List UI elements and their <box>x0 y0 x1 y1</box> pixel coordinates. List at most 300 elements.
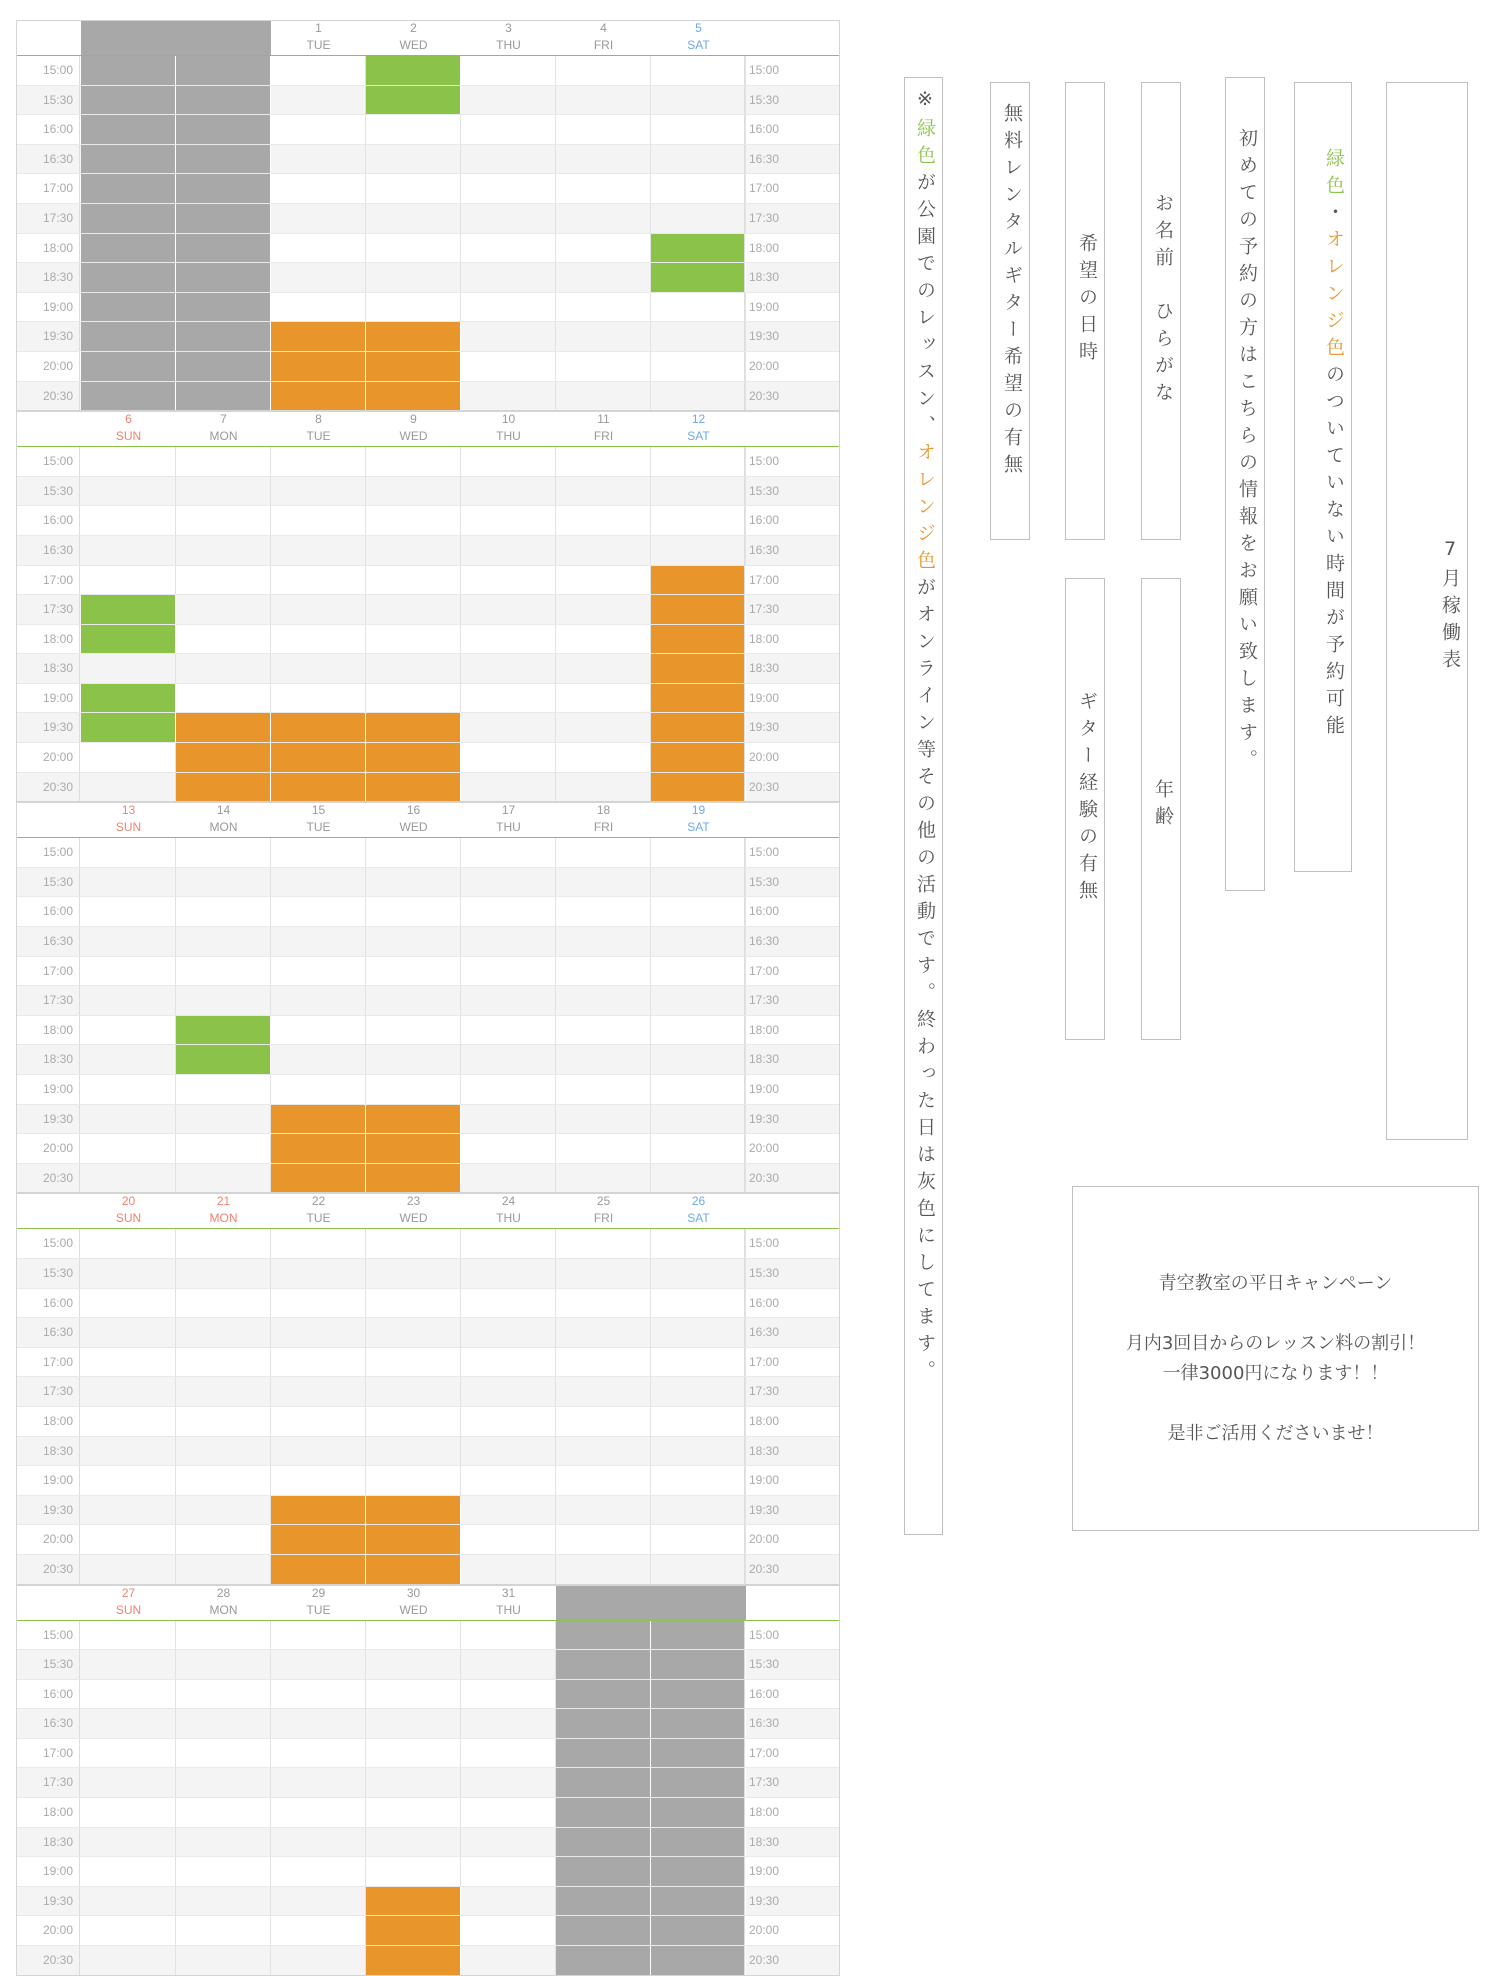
slot-available <box>556 625 651 654</box>
time-label-right: 17:00 <box>744 566 808 595</box>
day-of-week: MON <box>209 820 238 835</box>
slot-past <box>651 1709 746 1738</box>
field-guitar-experience-label: ギター経験の有無 <box>1076 691 1098 907</box>
day-header <box>461 411 556 446</box>
slot-available <box>461 1739 556 1768</box>
slot-available <box>81 1134 176 1163</box>
slot-orange <box>651 625 746 654</box>
slot-available <box>366 1348 461 1377</box>
slot-available <box>176 1496 271 1525</box>
slot-available <box>556 174 651 203</box>
slot-available <box>556 1348 651 1377</box>
day-header <box>81 1585 176 1620</box>
slot-available <box>271 1407 366 1436</box>
slot-available <box>651 1407 746 1436</box>
slot-available <box>366 263 461 292</box>
slot-available <box>461 1259 556 1288</box>
day-number: 8 <box>315 412 322 427</box>
slot-past <box>176 56 271 85</box>
slot-available <box>651 1555 746 1584</box>
time-row <box>16 536 840 566</box>
slot-available <box>651 56 746 85</box>
time-row <box>16 322 840 352</box>
slot-past <box>81 174 176 203</box>
calendar-week <box>16 20 840 411</box>
slot-available <box>651 986 746 1015</box>
slot-available <box>271 1798 366 1827</box>
day-of-week: WED <box>399 820 428 835</box>
slot-available <box>461 1016 556 1045</box>
time-label-right: 18:30 <box>744 1437 808 1466</box>
slot-available <box>271 957 366 986</box>
time-label-right: 18:00 <box>744 625 808 654</box>
time-label-right: 16:30 <box>744 145 808 174</box>
slot-available <box>366 174 461 203</box>
time-row <box>16 986 840 1016</box>
slot-available <box>556 897 651 926</box>
time-label-left: 16:00 <box>16 1680 80 1709</box>
time-row <box>16 1857 840 1887</box>
slot-available <box>556 86 651 115</box>
note-text-1: が公園でのレッスン、 <box>914 172 936 442</box>
time-label-left: 19:30 <box>16 322 80 351</box>
time-label-left: 17:30 <box>16 986 80 1015</box>
time-label-right: 20:30 <box>744 1164 808 1193</box>
slot-available <box>461 1075 556 1104</box>
time-label-left: 20:30 <box>16 1946 80 1975</box>
time-label-right: 20:00 <box>744 743 808 772</box>
day-of-week: SUN <box>115 429 142 444</box>
time-row <box>16 566 840 596</box>
slot-available <box>651 536 746 565</box>
time-label-right: 16:00 <box>744 1289 808 1318</box>
time-row <box>16 1946 840 1976</box>
campaign-box <box>1072 1186 1479 1531</box>
slot-available <box>556 927 651 956</box>
day-of-week: MON <box>209 429 238 444</box>
time-row <box>16 1016 840 1046</box>
slot-available <box>81 1075 176 1104</box>
slot-available <box>271 506 366 535</box>
slot-available <box>556 536 651 565</box>
slot-past <box>81 322 176 351</box>
slot-available <box>271 1437 366 1466</box>
slot-available <box>81 1916 176 1945</box>
slot-available <box>556 1555 651 1584</box>
day-header <box>651 20 746 55</box>
time-label-left: 20:30 <box>16 1555 80 1584</box>
slot-available <box>461 447 556 476</box>
slot-available <box>81 743 176 772</box>
slot-past <box>176 234 271 263</box>
time-row <box>16 145 840 175</box>
day-of-week: FRI <box>593 1211 614 1226</box>
slot-available <box>556 566 651 595</box>
slot-available <box>461 1857 556 1886</box>
slot-available <box>556 293 651 322</box>
slot-available <box>556 986 651 1015</box>
day-header <box>81 802 176 837</box>
slot-past <box>651 1768 746 1797</box>
day-header <box>461 20 556 55</box>
slot-past <box>556 1857 651 1886</box>
time-label-right: 18:30 <box>744 1828 808 1857</box>
slot-available <box>556 352 651 381</box>
time-row <box>16 204 840 234</box>
slot-available <box>556 1045 651 1074</box>
slot-available <box>461 293 556 322</box>
day-of-week: SUN <box>115 1602 142 1617</box>
slot-past <box>81 86 176 115</box>
time-label-right: 17:30 <box>744 986 808 1015</box>
slot-available <box>81 447 176 476</box>
slot-available <box>366 1259 461 1288</box>
day-header <box>176 411 271 446</box>
slot-green <box>81 625 176 654</box>
day-header <box>176 1585 271 1620</box>
slot-available <box>651 1164 746 1193</box>
slot-available <box>366 234 461 263</box>
time-row <box>16 743 840 773</box>
time-label-left: 20:00 <box>16 1525 80 1554</box>
slot-past <box>81 234 176 263</box>
slot-available <box>271 927 366 956</box>
note-green-word: 緑色 <box>914 118 936 172</box>
day-of-week: WED <box>399 38 428 52</box>
slot-available <box>81 1466 176 1495</box>
slot-available <box>556 56 651 85</box>
campaign-price: 一律3000円になります！！ <box>1162 1363 1389 1384</box>
day-header <box>271 802 366 837</box>
time-label-left: 19:30 <box>16 1105 80 1134</box>
slot-available <box>176 957 271 986</box>
time-label-right: 15:00 <box>744 1621 808 1650</box>
slot-available <box>366 1437 461 1466</box>
time-row <box>16 477 840 507</box>
slot-available <box>176 1466 271 1495</box>
time-label-left: 19:30 <box>16 1496 80 1525</box>
slot-available <box>176 1229 271 1258</box>
time-label-right: 19:00 <box>744 1466 808 1495</box>
week-header <box>16 802 840 838</box>
time-label-right: 16:00 <box>744 115 808 144</box>
slot-past <box>556 1887 651 1916</box>
slot-available <box>366 536 461 565</box>
time-row <box>16 1134 840 1164</box>
time-label-right: 20:00 <box>744 1916 808 1945</box>
slot-orange <box>366 713 461 742</box>
day-number: 20 <box>121 1194 136 1209</box>
slot-available <box>271 684 366 713</box>
slot-available <box>556 1377 651 1406</box>
time-label-right: 18:30 <box>744 1045 808 1074</box>
slot-orange <box>366 1555 461 1584</box>
day-header <box>461 802 556 837</box>
slot-orange <box>366 1887 461 1916</box>
slot-green <box>366 86 461 115</box>
slot-available <box>81 1798 176 1827</box>
time-label-left: 16:30 <box>16 536 80 565</box>
time-label-left: 18:30 <box>16 654 80 683</box>
day-number: 23 <box>406 1194 421 1209</box>
slot-available <box>651 293 746 322</box>
slot-past <box>651 1887 746 1916</box>
day-number: 7 <box>220 412 227 427</box>
time-label-right: 15:00 <box>744 447 808 476</box>
slot-orange <box>366 1916 461 1945</box>
slot-available <box>176 1134 271 1163</box>
time-label-left: 19:00 <box>16 1857 80 1886</box>
slot-green <box>366 56 461 85</box>
time-label-left: 17:30 <box>16 595 80 624</box>
slot-past <box>176 322 271 351</box>
slot-available <box>271 115 366 144</box>
day-header <box>81 411 176 446</box>
slot-available <box>556 263 651 292</box>
time-label-left: 16:00 <box>16 115 80 144</box>
slot-available <box>81 506 176 535</box>
slot-available <box>651 1377 746 1406</box>
slot-past <box>81 145 176 174</box>
slot-available <box>176 625 271 654</box>
time-label-right: 19:00 <box>744 684 808 713</box>
slot-orange <box>366 1134 461 1163</box>
day-of-week: TUE <box>306 820 331 835</box>
time-label-left: 19:30 <box>16 713 80 742</box>
time-row <box>16 1555 840 1585</box>
day-header <box>176 20 271 55</box>
schedule-title: 7月稼働表 <box>1439 538 1461 676</box>
slot-available <box>271 1289 366 1318</box>
day-of-week: THU <box>496 429 521 444</box>
slot-available <box>366 897 461 926</box>
time-label-right: 16:00 <box>744 897 808 926</box>
day-of-week: WED <box>399 1211 428 1226</box>
time-row <box>16 1407 840 1437</box>
time-label-right: 19:30 <box>744 1105 808 1134</box>
slot-available <box>366 838 461 867</box>
time-label-left: 20:30 <box>16 1164 80 1193</box>
slot-available <box>461 1680 556 1709</box>
slot-available <box>271 838 366 867</box>
day-number: 25 <box>596 1194 611 1209</box>
time-label-left: 15:00 <box>16 1229 80 1258</box>
time-label-left: 15:00 <box>16 1621 80 1650</box>
time-label-left: 20:30 <box>16 382 80 411</box>
slot-available <box>461 322 556 351</box>
time-row <box>16 625 840 655</box>
slot-orange <box>271 773 366 802</box>
day-of-week: WED <box>399 429 428 444</box>
time-label-right: 20:30 <box>744 1946 808 1975</box>
week-header <box>16 1585 840 1621</box>
time-label-left: 18:30 <box>16 1045 80 1074</box>
slot-past <box>651 1650 746 1679</box>
time-label-right: 19:00 <box>744 1857 808 1886</box>
time-label-left: 20:00 <box>16 743 80 772</box>
slot-available <box>366 927 461 956</box>
time-label-left: 20:00 <box>16 1134 80 1163</box>
slot-available <box>271 566 366 595</box>
day-number: 22 <box>311 1194 326 1209</box>
slot-available <box>556 382 651 411</box>
slot-available <box>556 1259 651 1288</box>
time-label-right: 19:30 <box>744 1496 808 1525</box>
day-number: 26 <box>691 1194 706 1209</box>
slot-available <box>366 1680 461 1709</box>
slot-available <box>176 1650 271 1679</box>
slot-available <box>461 1348 556 1377</box>
slot-available <box>556 1318 651 1347</box>
slot-available <box>81 1229 176 1258</box>
slot-available <box>556 1164 651 1193</box>
slot-available <box>176 536 271 565</box>
slot-orange <box>271 352 366 381</box>
slot-available <box>176 1105 271 1134</box>
time-label-right: 20:00 <box>744 1134 808 1163</box>
slot-orange <box>651 773 746 802</box>
time-row <box>16 382 840 412</box>
slot-available <box>366 204 461 233</box>
time-label-left: 15:30 <box>16 477 80 506</box>
slot-available <box>81 1289 176 1318</box>
slot-available <box>176 1857 271 1886</box>
slot-available <box>81 1348 176 1377</box>
slot-available <box>81 927 176 956</box>
slot-available <box>461 1650 556 1679</box>
slot-available <box>461 1887 556 1916</box>
field-age-label: 年齢 <box>1152 779 1174 833</box>
day-of-week: TUE <box>306 429 331 444</box>
slot-available <box>556 1466 651 1495</box>
slot-available <box>176 897 271 926</box>
slot-available <box>271 1621 366 1650</box>
day-number: 13 <box>121 803 136 818</box>
time-row <box>16 684 840 714</box>
day-number: 9 <box>410 412 417 427</box>
time-label-right: 16:00 <box>744 506 808 535</box>
time-row <box>16 506 840 536</box>
slot-orange <box>366 1496 461 1525</box>
slot-orange <box>366 352 461 381</box>
slot-available <box>366 1289 461 1318</box>
slot-available <box>176 1348 271 1377</box>
slot-available <box>81 566 176 595</box>
availability-sep: ・ <box>1323 202 1345 229</box>
slot-orange <box>651 713 746 742</box>
slot-past <box>81 56 176 85</box>
slot-available <box>651 174 746 203</box>
slot-available <box>461 145 556 174</box>
slot-available <box>176 1739 271 1768</box>
slot-orange <box>271 743 366 772</box>
slot-past <box>81 204 176 233</box>
slot-available <box>556 654 651 683</box>
slot-available <box>461 1105 556 1134</box>
slot-available <box>461 868 556 897</box>
slot-green <box>81 684 176 713</box>
time-row <box>16 1916 840 1946</box>
slot-available <box>271 1348 366 1377</box>
time-label-right: 17:30 <box>744 204 808 233</box>
time-label-right: 15:00 <box>744 56 808 85</box>
slot-past <box>176 352 271 381</box>
slot-past <box>556 1798 651 1827</box>
slot-orange <box>651 743 746 772</box>
slot-available <box>81 1407 176 1436</box>
slot-available <box>651 1134 746 1163</box>
slot-available <box>81 1377 176 1406</box>
slot-available <box>461 654 556 683</box>
slot-past <box>176 86 271 115</box>
slot-available <box>461 1709 556 1738</box>
time-row <box>16 1680 840 1710</box>
slot-available <box>176 1828 271 1857</box>
slot-available <box>651 1348 746 1377</box>
slot-available <box>81 1164 176 1193</box>
slot-available <box>176 1164 271 1193</box>
slot-available <box>366 1798 461 1827</box>
time-label-left: 16:30 <box>16 145 80 174</box>
slot-available <box>461 957 556 986</box>
day-header <box>366 802 461 837</box>
slot-past <box>556 1739 651 1768</box>
calendar-week <box>16 1193 840 1584</box>
slot-available <box>271 174 366 203</box>
slot-available <box>366 1229 461 1258</box>
time-label-left: 19:00 <box>16 1075 80 1104</box>
slot-available <box>366 506 461 535</box>
slot-past <box>651 1621 746 1650</box>
time-row <box>16 86 840 116</box>
slot-available <box>176 1289 271 1318</box>
slot-past <box>81 293 176 322</box>
slot-orange <box>271 1134 366 1163</box>
slot-available <box>651 1437 746 1466</box>
slot-available <box>461 204 556 233</box>
slot-available <box>81 1437 176 1466</box>
slot-available <box>651 897 746 926</box>
time-label-left: 18:30 <box>16 1828 80 1857</box>
day-of-week: MON <box>209 1602 238 1617</box>
slot-available <box>556 145 651 174</box>
slot-orange <box>176 743 271 772</box>
slot-available <box>366 566 461 595</box>
time-row <box>16 595 840 625</box>
slot-past <box>556 1946 651 1975</box>
slot-available <box>651 382 746 411</box>
slot-available <box>366 1045 461 1074</box>
field-age <box>1141 578 1181 1040</box>
time-label-right: 19:30 <box>744 322 808 351</box>
day-number: 11 <box>597 412 610 427</box>
slot-available <box>366 447 461 476</box>
time-label-left: 17:30 <box>16 1768 80 1797</box>
time-row <box>16 1437 840 1467</box>
time-label-left: 16:30 <box>16 1318 80 1347</box>
time-row <box>16 957 840 987</box>
time-label-right: 17:00 <box>744 1348 808 1377</box>
time-label-left: 15:30 <box>16 868 80 897</box>
slot-available <box>271 897 366 926</box>
time-label-left: 18:30 <box>16 1437 80 1466</box>
slot-available <box>461 56 556 85</box>
time-row <box>16 1887 840 1917</box>
time-row <box>16 1348 840 1378</box>
slot-available <box>651 1496 746 1525</box>
day-of-week: SAT <box>687 820 710 835</box>
slot-available <box>651 1525 746 1554</box>
